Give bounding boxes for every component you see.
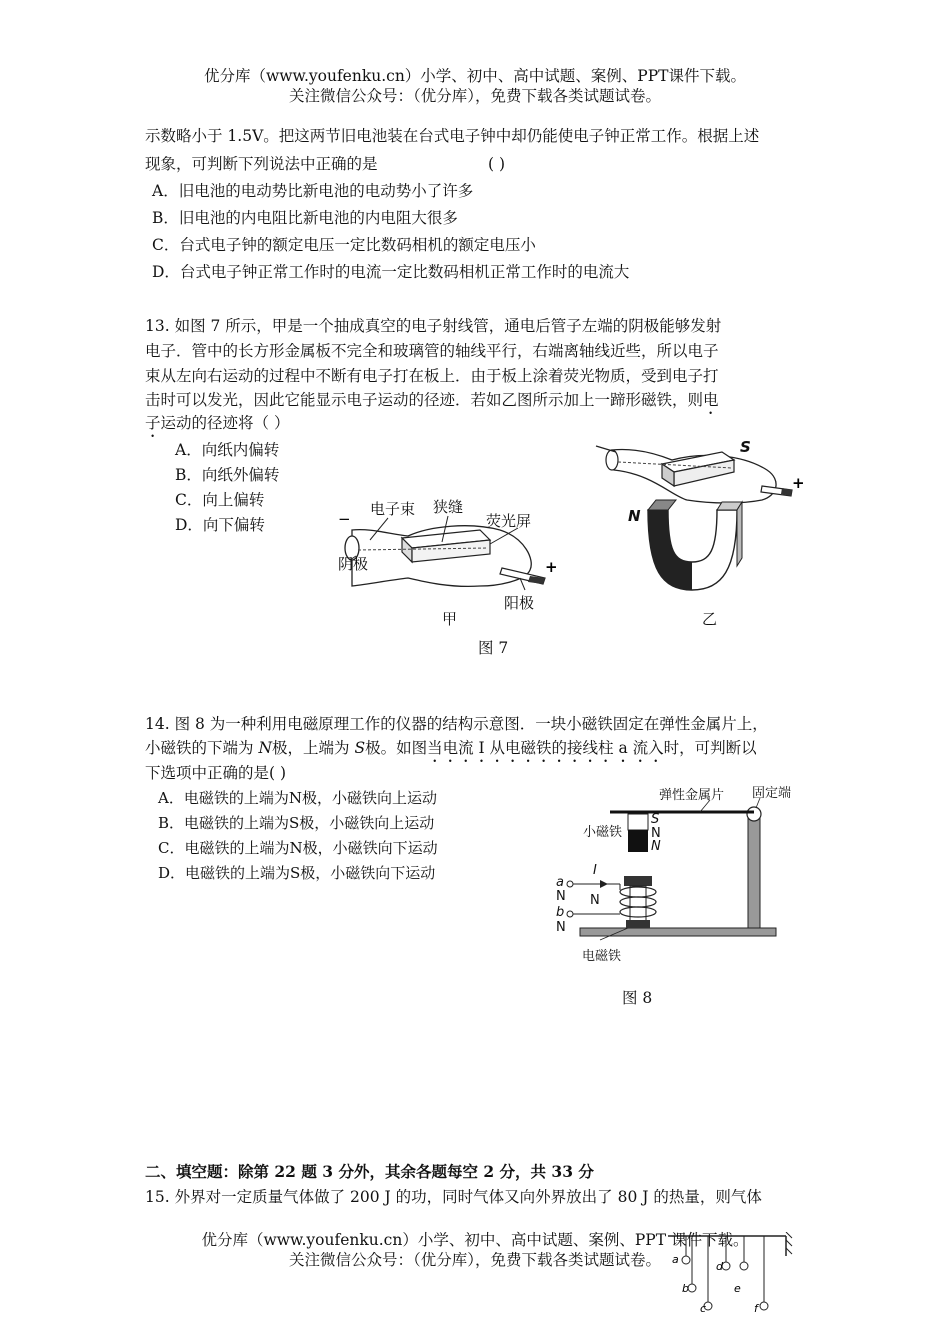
q12-option-c: C．台式电子钟的额定电压一定比数码相机的额定电压小: [152, 236, 536, 254]
q13-option-c: C．向上偏转: [175, 491, 265, 509]
fig7b-S-label: S: [740, 438, 751, 456]
q13-option-a: A．向纸内偏转: [175, 441, 280, 459]
fig8-caption: 图 8: [622, 989, 653, 1007]
figure-7-yi-diagram: [592, 430, 812, 600]
pendulum-a-label: a: [672, 1253, 679, 1266]
fig8-I-label: I: [593, 863, 597, 878]
q14-option-d: D．电磁铁的上端为S极，小磁铁向下运动: [158, 864, 436, 882]
fig8-Nb-label: N: [556, 920, 566, 935]
q14-line-1: 14. 图 8 为一种利用电磁原理工作的仪器的结构示意图．一块小磁铁固定在弹性金属片上，: [145, 715, 768, 733]
q14-line-2-c: 极。如图: [365, 739, 428, 757]
q12-option-b: B．旧电池的内电阻比新电池的内电阻大很多: [152, 209, 458, 227]
section2-title: 二、填空题：除第 22 题 3 分外，其余各题每空 2 分，共 33 分: [145, 1162, 594, 1181]
pendulum-e-label: e: [734, 1282, 741, 1295]
q14-line-2-N: N: [258, 739, 272, 757]
q14-line-2-e: 时，可判断以: [663, 739, 757, 757]
fig8-N-coil-label: N: [590, 893, 600, 908]
q14-line-2: [145, 738, 757, 766]
q12-line-1: 示数略小于 1.5V。把这两节旧电池装在台式电子钟中却仍能使电子钟正常工作。根据上述: [145, 127, 760, 145]
q12-option-d: D．台式电子钟正常工作时的电流一定比数码相机正常工作时的电流大: [152, 263, 630, 281]
fig8-N1-label: N: [651, 826, 661, 841]
fig7-cathode-label: 阴极: [338, 555, 369, 573]
q14-line-3: 下选项中正确的是( ): [145, 764, 287, 782]
footer-line-1: 优分库（www.youfenku.cn）小学、初中、高中试题、案例、PPT 课件下载。: [201, 1231, 749, 1249]
pendulum-f-label: f: [754, 1302, 758, 1315]
q13-line-1: 13. 如图 7 所示，甲是一个抽成真空的电子射线管，通电后管子左端的阴极能够发射: [145, 317, 722, 335]
fig8-a-label: a: [556, 875, 564, 890]
q14-option-a: A．电磁铁的上端为N极，小磁铁向上运动: [158, 789, 437, 807]
q14-option-b: B．电磁铁的上端为S极，小磁铁向上运动: [158, 814, 435, 832]
fig7-jia-caption: 甲: [442, 610, 458, 628]
q13-line-5-emphasis: 子: [145, 414, 161, 432]
q13-line-5: [145, 413, 289, 441]
figure-8-diagram: [550, 780, 790, 970]
pendulum-c-label: c: [700, 1302, 707, 1315]
pendulum-d-label: d: [716, 1260, 723, 1273]
q13-option-b: B．向纸外偏转: [175, 466, 280, 484]
fig8-S-label: S: [651, 812, 660, 827]
fig7-anode-label: 阳极: [504, 594, 535, 612]
q13-line-4-emphasis: 电: [703, 391, 719, 409]
q13-option-d: D．向下偏转: [175, 516, 265, 534]
q14-line-2-a: 小磁铁的下端为: [145, 739, 259, 757]
fig7-screen-label: 荧光屏: [486, 512, 532, 530]
fig7-plus-label: +: [545, 558, 558, 576]
fig8-electromagnet-label: 电磁铁: [582, 949, 622, 964]
q13-line-2: 电子．管中的长方形金属板不完全和玻璃管的轴线平行，右端离轴线近些，所以电子: [145, 342, 719, 360]
q14-option-c: C．电磁铁的上端为N极，小磁铁向下运动: [158, 839, 438, 857]
fig7b-N-label: N: [628, 507, 641, 525]
q13-line-4-text: 击时可以发光，因此它能显示电子运动的径迹．若如乙图所示加上一蹄形磁铁，则: [145, 391, 704, 409]
q14-line-2-b: 极，上端为: [272, 739, 355, 757]
q12-line-2: 现象，可判断下列说法中正确的是: [145, 155, 378, 173]
q12-answer-paren: ( ): [488, 155, 506, 173]
fig8-small-magnet-label: 小磁铁: [583, 825, 623, 840]
fig8-b-label: b: [556, 905, 565, 920]
q14-line-2-S: S: [354, 739, 366, 757]
q13-line-5-text: 运动的径迹将（ ）: [160, 414, 290, 432]
fig7-minus-label: −: [338, 510, 351, 528]
q15-line-1: 15. 外界对一定质量气体做了 200 J 的功，同时气体又向外界放出了 80 J 的热量，则气体: [145, 1188, 762, 1206]
q14-line-2-emphasis: 当电流 I 从电磁铁的接线柱 a 流入: [427, 739, 664, 757]
fig8-N2-label: N: [651, 839, 661, 854]
fig7-yi-caption: 乙: [702, 610, 718, 628]
fig7-beam-label: 电子束: [370, 500, 416, 518]
fig7-slit-label: 狭缝: [433, 498, 464, 516]
header-line-1: 优分库（www.youfenku.cn）小学、初中、高中试题、案例、PPT课件下载。: [203, 67, 747, 85]
pendulum-b-label: b: [682, 1282, 689, 1295]
fig7b-plus-label: +: [792, 474, 805, 492]
header-line-2: 关注微信公众号：（优分库），免费下载各类试题试卷。: [288, 87, 661, 105]
q12-option-a: A．旧电池的电动势比新电池的电动势小了许多: [152, 182, 474, 200]
fig8-fixed-label: 固定端: [752, 786, 792, 801]
fig8-Na-label: N: [556, 889, 566, 904]
fig7-caption: 图 7: [478, 639, 509, 657]
footer-line-2: 关注微信公众号：（优分库），免费下载各类试题试卷。: [288, 1251, 661, 1269]
fig8-spring-label: 弹性金属片: [659, 788, 725, 803]
q13-line-3: 束从左向右运动的过程中不断有电子打在板上．由于板上涂着荧光物质，受到电子打: [145, 367, 719, 385]
